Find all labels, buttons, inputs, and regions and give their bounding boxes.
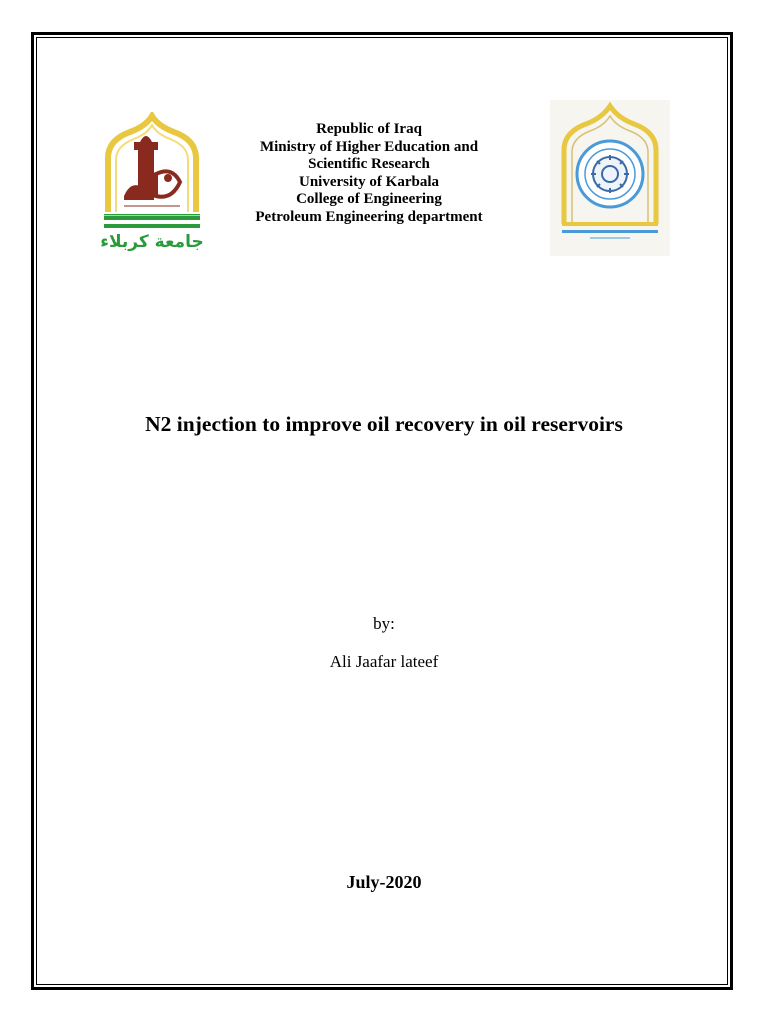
header-line-ministry: Ministry of Higher Education and	[259, 138, 479, 155]
document-title: N2 injection to improve oil recovery in oil reservoirs	[145, 412, 623, 436]
header-line-college: College of Engineering	[296, 191, 442, 207]
header-line-university: University of Karbala	[299, 173, 439, 190]
college-logo-right	[550, 100, 670, 256]
header-line-country: Republic of Iraq	[316, 121, 422, 137]
university-logo-caption: جامعة كربلاء	[100, 232, 204, 252]
university-logo-left	[100, 112, 204, 258]
college-of-engineering-seal-icon	[550, 100, 670, 256]
author-name: Ali Jaafar lateef	[329, 652, 439, 671]
byline-label: by:	[373, 614, 395, 633]
institution-header	[230, 121, 508, 226]
header-line-department: Petroleum Engineering department	[255, 208, 483, 225]
document-date: July-2020	[346, 872, 422, 892]
header-line-ministry-cont: Scientific Research	[308, 156, 430, 172]
